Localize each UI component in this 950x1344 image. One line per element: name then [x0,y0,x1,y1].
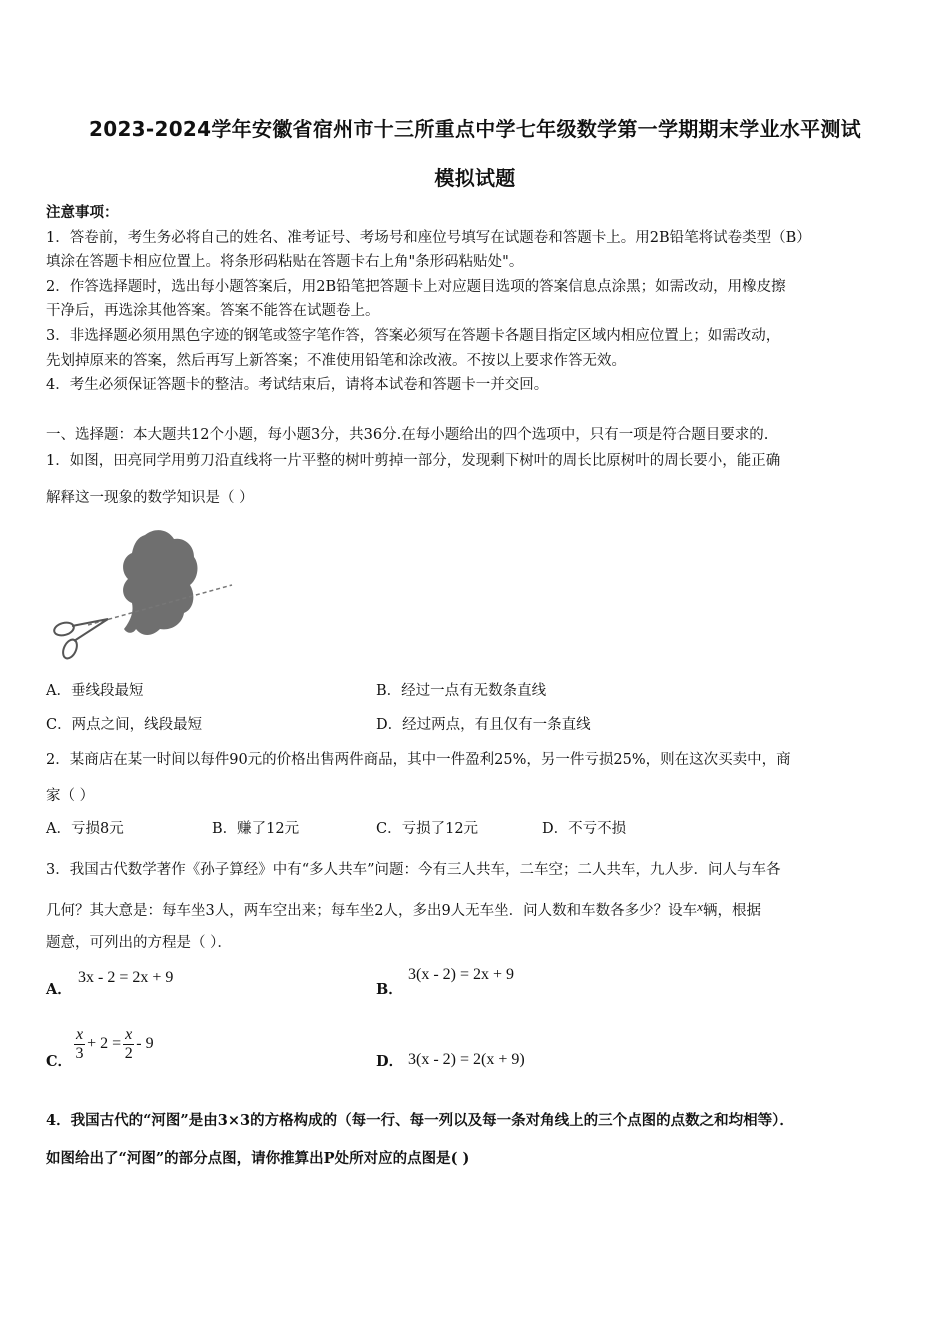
option-d-label[interactable]: D． [376,1053,404,1070]
option-d-formula[interactable]: 3(x - 2) = 2(x + 9) [408,1051,525,1068]
fraction [123,1026,134,1063]
notice-line: 先划掉原来的答案，然后再写上新答案；不准使用铅笔和涂改液。不按以上要求作答无效。 [46,353,626,369]
fraction-denominator: 3 [75,1045,84,1062]
option-a-label[interactable]: A． [46,981,72,998]
page-title: 2023-2024学年安徽省宿州市十三所重点中学七年级数学第一学期期末学业水平测试 [89,117,861,141]
section-heading: 一、选择题：本大题共12个小题，每小题3分，共36分.在每小题给出的四个选项中，只有一项是符合题目要求的. [46,427,769,443]
option-a[interactable]: A．垂线段最短 [46,683,144,699]
question-3-text: 3．我国古代数学著作《孙子算经》中有“多人共车”问题：今有三人共车，二车空；二人共车，九人步．问人与车各 [46,862,781,878]
variable-x: x [697,899,703,914]
formula-part: + 2 = [87,1035,122,1053]
notice-line: 4．考生必须保证答题卡的整洁。考试结束后，请将本试卷和答题卡一并交回。 [46,377,549,393]
option-c[interactable]: C．亏损了12元 [376,821,479,837]
notice-line: 1．答卷前，考生务必将自己的姓名、准考证号、考场号和座位号填写在试题卷和答题卡上。用2B铅笔将试卷类型（B） [46,230,811,246]
question-3-text-part: 辆，根据 [702,903,761,919]
notice-line: 填涂在答题卡相应位置上。将条形码粘贴在答题卡右上角"条形码粘贴处"。 [46,254,524,270]
leaf-shape [123,530,197,635]
fraction-numerator: x [76,1026,84,1043]
page-subtitle: 模拟试题 [434,166,516,190]
scissors-icon [53,619,108,661]
option-a-formula[interactable]: 3x - 2 = 2x + 9 [78,969,174,986]
notice-heading: 注意事项： [46,204,119,221]
fraction-denominator: 2 [124,1045,133,1062]
fraction-numerator: x [125,1026,133,1043]
option-d[interactable]: D．不亏不损 [542,821,627,837]
option-c-label[interactable]: C． [46,1053,73,1070]
question-3-text: 题意，可列出的方程是（ ）． [46,935,232,951]
option-c[interactable]: C．两点之间，线段最短 [46,717,203,733]
option-b[interactable]: B．赚了12元 [212,821,300,837]
question-2-text: 2．某商店在某一时间以每件90元的价格出售两件商品，其中一件盈利25%，另一件亏损25%，则在这次买卖中，商 [46,752,791,768]
notice-line: 3．非选择题必须用黑色字迹的钢笔或签字笔作答，答案必须写在答题卡各题目指定区域内相应位置上；如需改动， [46,328,781,344]
fraction [74,1026,85,1063]
question-3-text [46,897,908,921]
option-a[interactable]: A．亏损8元 [46,821,124,837]
option-d[interactable]: D．经过两点，有且仅有一条直线 [376,717,591,733]
question-4-text: 4．我国古代的“河图”是由3×3的方格构成的（每一行、每一列以及每一条对角线上的三个点图的点数之和均相等）． [46,1112,794,1129]
question-1-text: 解释这一现象的数学知识是（ ） [46,490,254,506]
notice-line: 2．作答选择题时，选出每小题答案后，用2B铅笔把答题卡上对应题目选项的答案信息点涂黑；如需改动，用橡皮擦 [46,279,786,295]
question-4-text: 如图给出了“河图”的部分点图，请你推算出P处所对应的点图是( ) [46,1150,470,1167]
notice-line: 干净后，再选涂其他答案。答案不能答在试题卷上。 [46,303,380,319]
option-b-label[interactable]: B． [376,981,403,998]
option-c-formula[interactable] [72,1026,154,1063]
leaf-scissors-figure [50,525,240,665]
question-3-text-part: 几何？其大意是：每车坐3人，两车空出来；每车坐2人，多出9人无车坐．问人数和车数各多少？设车 [46,903,698,919]
question-1-text: 1．如图，田亮同学用剪刀沿直线将一片平整的树叶剪掉一部分，发现剩下树叶的周长比原树叶的周长要小，能正确 [46,453,781,469]
question-2-text: 家（ ） [46,788,95,804]
option-b-formula[interactable]: 3(x - 2) = 2x + 9 [408,966,515,983]
option-b[interactable]: B．经过一点有无数条直线 [376,683,547,699]
formula-part: - 9 [136,1035,154,1053]
